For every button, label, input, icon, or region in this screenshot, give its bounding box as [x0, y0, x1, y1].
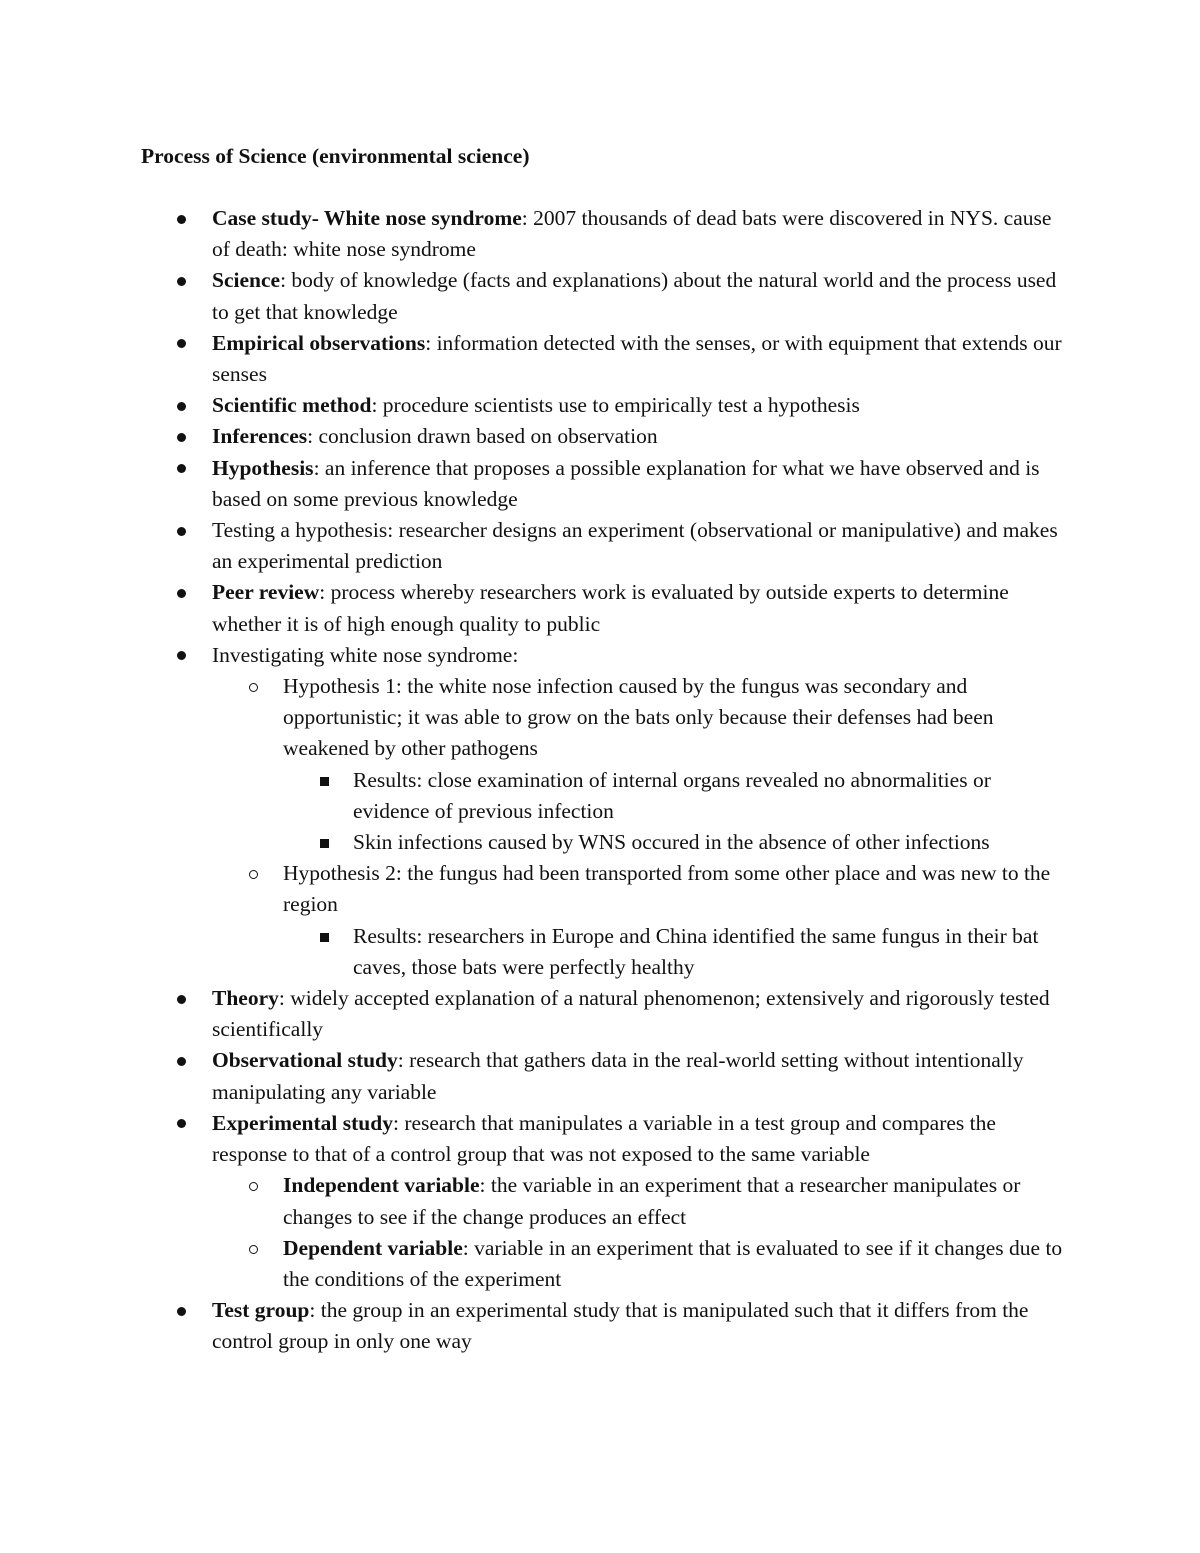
list-item-peer-review — [0, 577, 1062, 639]
item-text: Results: researchers in Europe and China identified the same fungus in their bat caves, those bats were perfectly healthy — [353, 923, 1039, 979]
term-definition: : variable in an experiment that is evaluated to see if it changes due to the conditions of the experiment — [283, 1235, 1063, 1291]
term-definition: : procedure scientists use to empirically test a hypothesis — [371, 393, 860, 418]
list-item-testing-hypothesis — [0, 515, 1062, 577]
list-item-experimental-study — [0, 1108, 1062, 1295]
term-definition: : research that gathers data in the real-world setting without intentionally manipulating any variable — [212, 1048, 1024, 1104]
term-label: Empirical observations — [212, 330, 426, 355]
list-item-scientific-method — [0, 390, 1062, 421]
bullet-disc-icon — [177, 1119, 186, 1128]
term-label: Scientific method — [212, 393, 372, 418]
bullet-disc-icon — [177, 215, 186, 224]
bullet-disc-icon — [177, 277, 186, 286]
bullet-circle-icon — [249, 870, 258, 879]
item-text: Results: close examination of internal organs revealed no abnormalities or evidence of previous infection — [353, 767, 991, 823]
item-text: Investigating white nose syndrome: — [212, 642, 519, 667]
list-item-science — [0, 265, 1062, 327]
document-title: Process of Science (environmental science) — [141, 144, 530, 168]
item-text: Hypothesis 1: the white nose infection caused by the fungus was secondary and opportunistic; it was able to grow on the bats only because their defenses had been weakened by other pathogens — [283, 674, 994, 761]
term-label: Case study- White nose syndrome — [212, 206, 522, 230]
results-sublist — [283, 765, 1063, 859]
term-definition: : the group in an experimental study that is manipulated such that it differs from the control group in only one way — [212, 1298, 1029, 1354]
list-item-hypothesis-2 — [212, 858, 1063, 983]
bullet-circle-icon — [249, 1182, 258, 1191]
bullet-disc-icon — [177, 527, 186, 536]
list-item-investigating-wns — [0, 640, 1062, 983]
list-item-case-study — [0, 203, 1062, 265]
bullet-square-icon — [320, 933, 329, 942]
term-definition: : widely accepted explanation of a natural phenomenon; extensively and rigorously tested scientifically — [212, 986, 1050, 1042]
bullet-square-icon — [320, 839, 329, 848]
term-label: Dependent variable — [283, 1235, 463, 1260]
term-definition: : conclusion drawn based on observation — [307, 424, 658, 449]
bullet-disc-icon — [177, 464, 186, 473]
term-label: Observational study — [212, 1048, 398, 1073]
list-item-independent-variable — [212, 1170, 1063, 1232]
term-label: Theory — [212, 986, 279, 1011]
term-label: Science — [212, 268, 281, 293]
term-definition: : 2007 thousands of dead bats were discovered in NYS. cause of death: white nose syndrome — [212, 206, 1052, 262]
term-label: Hypothesis — [212, 455, 314, 480]
list-item-result — [283, 765, 1063, 827]
item-text: Skin infections caused by WNS occured in the absence of other infections — [353, 830, 990, 855]
list-item-result — [283, 921, 1063, 983]
item-text: Testing a hypothesis: researcher designs an experiment (observational or manipulative) and makes an experimental prediction — [212, 518, 1058, 574]
list-item-dependent-variable — [212, 1233, 1063, 1295]
list-item-theory — [0, 983, 1062, 1045]
bullet-disc-icon — [177, 1057, 186, 1066]
term-label: Experimental study — [212, 1110, 393, 1135]
term-label: Test group — [212, 1298, 310, 1323]
term-label: Peer review — [212, 580, 320, 605]
term-definition: : research that manipulates a variable in a test group and compares the response to that of a control group that was not exposed to the same variable — [212, 1110, 996, 1167]
term-definition: : information detected with the senses, or with equipment that extends our senses — [212, 330, 1062, 387]
list-item-test-group — [0, 1295, 1062, 1357]
bullet-disc-icon — [177, 1307, 186, 1316]
list-item-hypothesis — [0, 453, 1062, 515]
results-sublist — [283, 921, 1063, 983]
hypothesis-sublist — [212, 671, 1062, 983]
bullet-disc-icon — [177, 433, 186, 442]
list-item-result — [283, 827, 1063, 858]
bullet-disc-icon — [177, 651, 186, 660]
term-definition: : the variable in an experiment that a researcher manipulates or changes to see if the change produces an effect — [283, 1173, 1021, 1229]
bullet-circle-icon — [249, 1245, 258, 1254]
variables-sublist — [212, 1170, 1062, 1295]
list-item-empirical-observations — [0, 328, 1062, 390]
term-definition: : an inference that proposes a possible explanation for what we have observed and is based on some previous knowledge — [212, 455, 1040, 511]
bullet-square-icon — [320, 777, 329, 786]
bullet-disc-icon — [177, 402, 186, 411]
term-label: Independent variable — [283, 1173, 480, 1198]
term-label: Inferences — [212, 424, 308, 449]
list-item-inferences — [0, 421, 1062, 452]
notes-list — [0, 203, 1200, 1358]
bullet-disc-icon — [177, 995, 186, 1004]
bullet-circle-icon — [249, 683, 258, 692]
item-text: Hypothesis 2: the fungus had been transported from some other place and was new to the region — [283, 861, 1051, 917]
bullet-disc-icon — [177, 339, 186, 348]
list-item-hypothesis-1 — [212, 671, 1063, 858]
term-definition: : process whereby researchers work is evaluated by outside experts to determine whether it is of high enough quality to public — [212, 580, 1009, 636]
bullet-disc-icon — [177, 589, 186, 598]
term-definition: : body of knowledge (facts and explanations) about the natural world and the process used to get that knowledge — [212, 268, 1057, 324]
list-item-observational-study — [0, 1045, 1062, 1107]
